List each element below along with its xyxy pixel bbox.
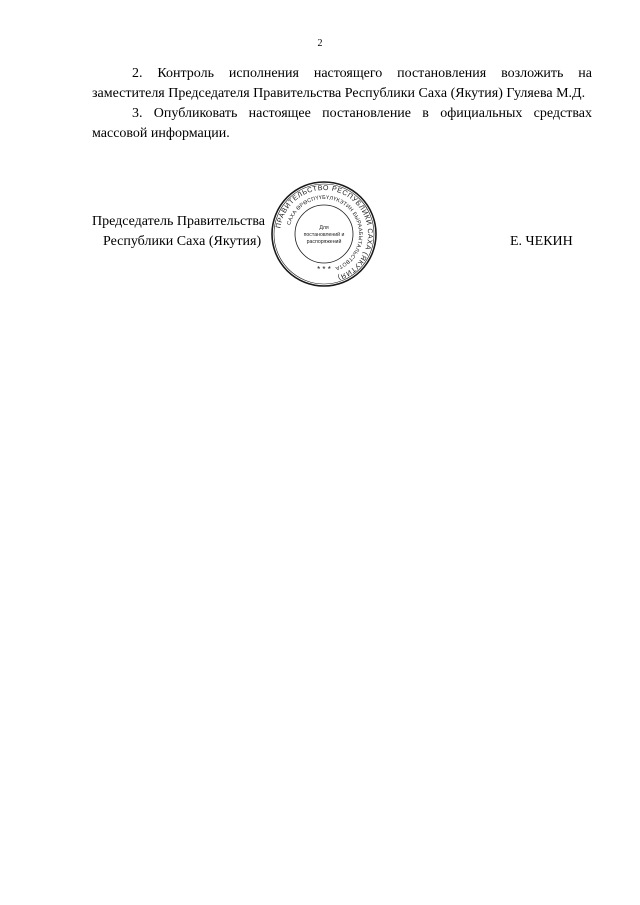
page-number: 2 <box>317 38 323 49</box>
official-seal <box>270 180 378 288</box>
document-body <box>92 64 592 144</box>
paragraph-control: 2. Контроль исполнения настоящего постановления возложить на заместителя Председателя Правительства Республики Саха (Якутия) Гуляева М.Д. <box>92 66 592 101</box>
signatory-title-line2: Республики Саха (Якутия) <box>103 234 262 249</box>
paragraph-publish: 3. Опубликовать настоящее постановление в официальных средствах массовой информации. <box>92 106 592 141</box>
signatory-title <box>92 212 265 252</box>
signatory-name: Е. ЧЕКИН <box>510 234 573 249</box>
seal-outer-text: ПРАВИТЕЛЬСТВО РЕСПУБЛИКИ САХА (ЯКУТИЯ) <box>275 184 374 281</box>
seal-graphic <box>270 180 378 288</box>
seal-stars: * * * <box>317 265 331 274</box>
seal-center-line3: распоряжений <box>306 239 342 245</box>
seal-center-line1: Для <box>319 225 329 231</box>
seal-inner-text: САХА ӨРӨСПҮҮБҮЛҮКЭТИН БЫРААБЫТАЛЬСТВОТА <box>286 194 364 271</box>
signatory-title-line1: Председатель Правительства <box>92 214 265 229</box>
seal-center-line2: постановлений и <box>303 232 345 238</box>
